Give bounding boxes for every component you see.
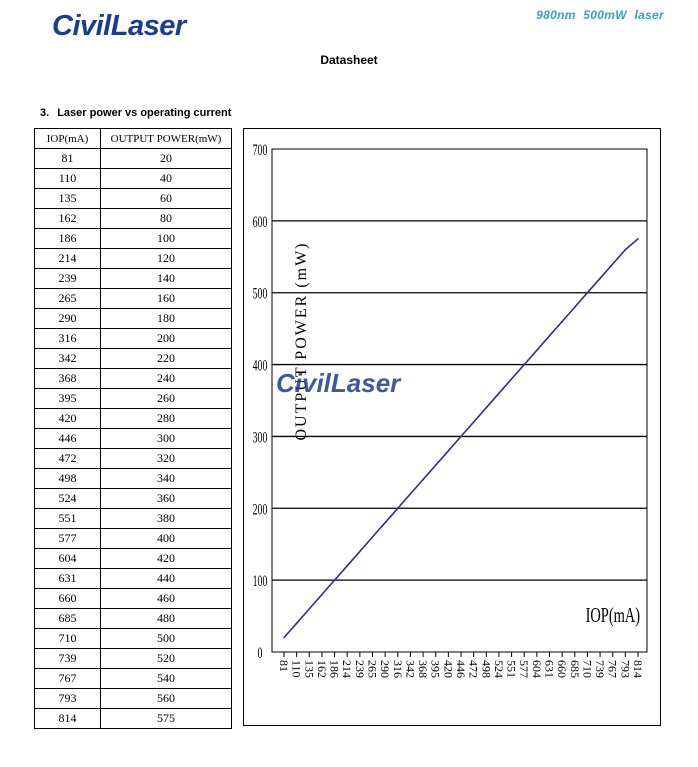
x-tick-label: 395: [428, 660, 443, 678]
data-point: [612, 263, 614, 265]
cell-iop: 472: [35, 449, 101, 469]
column-header-iop: IOP(mA): [35, 129, 101, 149]
cell-iop: 551: [35, 509, 101, 529]
cell-iop: 342: [35, 349, 101, 369]
x-tick-label: 814: [631, 660, 645, 678]
x-tick-label: 498: [479, 660, 494, 678]
table-row: [35, 609, 232, 629]
data-point: [410, 493, 412, 495]
data-point: [637, 238, 639, 240]
cell-iop: 631: [35, 569, 101, 589]
x-tick-label: 604: [529, 660, 544, 678]
table-row: [35, 689, 232, 709]
cell-output-power: 40: [101, 169, 232, 189]
cell-iop: 162: [35, 209, 101, 229]
data-point: [422, 479, 424, 481]
x-tick-label: 135: [302, 660, 317, 678]
x-tick-label: 660: [555, 660, 570, 678]
cell-iop: 135: [35, 189, 101, 209]
document-title: Datasheet: [320, 53, 378, 67]
x-tick-label: 162: [314, 660, 329, 678]
table-row: [35, 189, 232, 209]
y-tick-label: 400: [252, 356, 268, 375]
x-tick-label: 710: [580, 660, 595, 678]
cell-output-power: 360: [101, 489, 232, 509]
y-tick-label: 500: [252, 284, 268, 303]
cell-output-power: 575: [101, 709, 232, 729]
data-point: [460, 436, 462, 438]
x-tick-label: 472: [466, 660, 481, 678]
cell-output-power: 520: [101, 649, 232, 669]
series-line: [284, 239, 638, 638]
table-row: [35, 429, 232, 449]
table-row: [35, 389, 232, 409]
table-row: [35, 269, 232, 289]
data-point: [536, 349, 538, 351]
data-point: [296, 622, 298, 624]
data-point: [498, 393, 500, 395]
cell-output-power: 200: [101, 329, 232, 349]
cell-iop: 239: [35, 269, 101, 289]
cell-iop: 524: [35, 489, 101, 509]
data-point: [359, 551, 361, 553]
data-point: [308, 608, 310, 610]
y-tick-label: 600: [252, 212, 268, 231]
cell-output-power: 460: [101, 589, 232, 609]
table-row: [35, 669, 232, 689]
data-point: [372, 536, 374, 538]
cell-output-power: 220: [101, 349, 232, 369]
data-point: [625, 249, 627, 251]
cell-iop: 793: [35, 689, 101, 709]
table-row: [35, 229, 232, 249]
x-tick-label: 420: [441, 660, 456, 678]
cell-output-power: 300: [101, 429, 232, 449]
table-row: [35, 589, 232, 609]
table-row: [35, 249, 232, 269]
cell-output-power: 500: [101, 629, 232, 649]
data-point: [397, 507, 399, 509]
cell-output-power: 480: [101, 609, 232, 629]
table-row: [35, 309, 232, 329]
x-tick-label: 214: [340, 660, 355, 678]
data-point: [334, 579, 336, 581]
cell-output-power: 120: [101, 249, 232, 269]
table-row: [35, 649, 232, 669]
cell-iop: 685: [35, 609, 101, 629]
data-point: [346, 565, 348, 567]
x-tick-label: 110: [289, 660, 304, 678]
table-row: [35, 569, 232, 589]
cell-output-power: 340: [101, 469, 232, 489]
data-point: [448, 450, 450, 452]
x-tick-label: 793: [618, 660, 633, 678]
data-point: [574, 306, 576, 308]
cell-iop: 739: [35, 649, 101, 669]
power-vs-current-chart: [243, 128, 661, 726]
x-tick-label: 265: [365, 660, 380, 678]
cell-output-power: 320: [101, 449, 232, 469]
data-point: [473, 421, 475, 423]
cell-output-power: 260: [101, 389, 232, 409]
cell-iop: 577: [35, 529, 101, 549]
y-tick-label: 100: [252, 571, 268, 590]
data-point: [511, 378, 513, 380]
table-row: [35, 329, 232, 349]
power-current-table: [34, 128, 232, 729]
product-tag: 980nm 500mW laser: [536, 8, 664, 22]
cell-output-power: 420: [101, 549, 232, 569]
table-row: [35, 549, 232, 569]
cell-iop: 395: [35, 389, 101, 409]
cell-iop: 186: [35, 229, 101, 249]
x-tick-label: 81: [277, 660, 291, 672]
table-row: [35, 469, 232, 489]
cell-iop: 604: [35, 549, 101, 569]
x-tick-label: 551: [504, 660, 519, 678]
cell-iop: 214: [35, 249, 101, 269]
x-tick-label: 577: [517, 660, 532, 678]
cell-output-power: 400: [101, 529, 232, 549]
x-tick-label: 631: [542, 660, 557, 678]
cell-output-power: 240: [101, 369, 232, 389]
section-title: Laser power vs operating current: [57, 107, 232, 119]
y-tick-label: 0: [257, 643, 263, 662]
cell-iop: 767: [35, 669, 101, 689]
data-point: [599, 278, 601, 280]
cell-output-power: 80: [101, 209, 232, 229]
table-row: [35, 209, 232, 229]
y-axis-label: OUTPUT POWER (mW): [293, 241, 310, 441]
x-tick-label: 446: [454, 660, 468, 678]
data-point: [549, 335, 551, 337]
table-row: [35, 369, 232, 389]
table-row: [35, 149, 232, 169]
cell-output-power: 280: [101, 409, 232, 429]
table-row: [35, 629, 232, 649]
cell-output-power: 20: [101, 149, 232, 169]
y-tick-label: 700: [252, 140, 268, 159]
cell-iop: 446: [35, 429, 101, 449]
table-row: [35, 349, 232, 369]
table-row: [35, 289, 232, 309]
x-tick-label: 739: [593, 660, 608, 678]
cell-iop: 316: [35, 329, 101, 349]
cell-output-power: 160: [101, 289, 232, 309]
y-tick-label: 300: [252, 427, 268, 447]
table-row: [35, 489, 232, 509]
cell-output-power: 140: [101, 269, 232, 289]
column-header-output-power: OUTPUT POWER(mW): [101, 129, 232, 149]
x-tick-label: 685: [567, 660, 582, 678]
table-row: [35, 169, 232, 189]
data-point: [587, 292, 589, 294]
cell-iop: 710: [35, 629, 101, 649]
cell-iop: 368: [35, 369, 101, 389]
cell-output-power: 560: [101, 689, 232, 709]
data-point: [485, 407, 487, 409]
table-row: [35, 409, 232, 429]
data-point: [523, 364, 525, 366]
watermark-logo: CivilLaser: [276, 368, 401, 398]
chart-canvas: [244, 129, 662, 727]
x-tick-label: 524: [491, 660, 506, 678]
cell-iop: 814: [35, 709, 101, 729]
table-row: [35, 529, 232, 549]
cell-output-power: 380: [101, 509, 232, 529]
table-header-row: [35, 129, 232, 149]
data-point: [561, 321, 563, 323]
table-row: [35, 709, 232, 729]
x-tick-label: 186: [327, 660, 342, 678]
data-point: [435, 464, 437, 466]
cell-output-power: 60: [101, 189, 232, 209]
logo-text: CivilLaser: [52, 10, 186, 42]
x-tick-label: 316: [390, 660, 405, 678]
cell-iop: 290: [35, 309, 101, 329]
plot-frame: [272, 149, 647, 652]
data-point: [384, 522, 386, 524]
section-number: 3.: [40, 107, 50, 119]
cell-iop: 265: [35, 289, 101, 309]
y-tick-label: 200: [252, 499, 268, 518]
x-tick-label: 342: [403, 660, 418, 678]
cell-output-power: 180: [101, 309, 232, 329]
cell-output-power: 100: [101, 229, 232, 249]
cell-output-power: 440: [101, 569, 232, 589]
cell-iop: 498: [35, 469, 101, 489]
cell-iop: 81: [35, 149, 101, 169]
x-axis-label: IOP(mA): [585, 603, 640, 627]
data-point: [321, 594, 323, 596]
company-logo: [52, 10, 186, 43]
cell-iop: 110: [35, 169, 101, 189]
table-row: [35, 449, 232, 469]
cell-iop: 660: [35, 589, 101, 609]
cell-output-power: 540: [101, 669, 232, 689]
cell-iop: 420: [35, 409, 101, 429]
section-heading: [40, 107, 231, 119]
data-point: [283, 637, 285, 639]
x-tick-label: 290: [378, 660, 393, 678]
x-tick-label: 767: [605, 660, 620, 678]
table-row: [35, 509, 232, 529]
x-tick-label: 239: [352, 660, 367, 678]
x-tick-label: 368: [416, 660, 431, 678]
